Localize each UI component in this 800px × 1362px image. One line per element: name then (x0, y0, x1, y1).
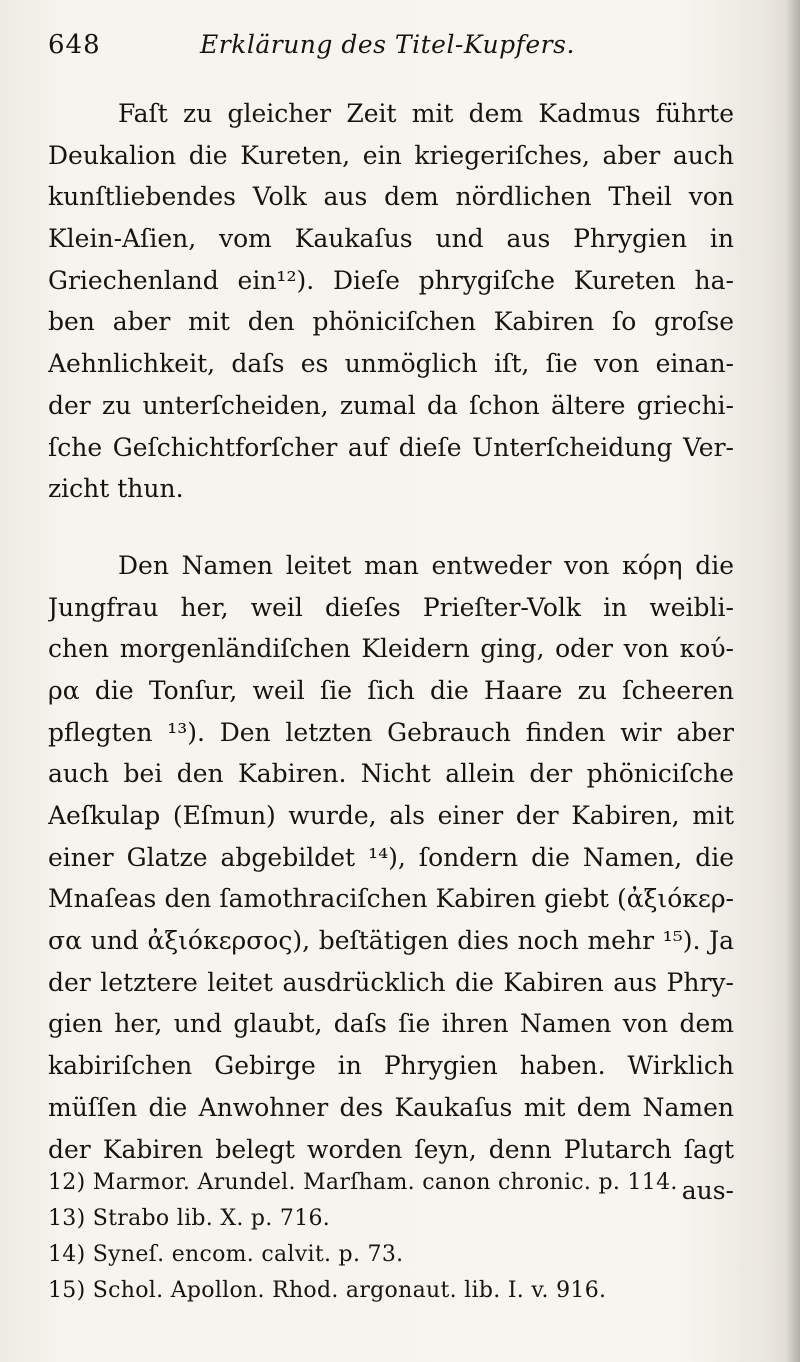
text-line: gien her, und glaubt, daſs ſie ihren Namen von dem (48, 1009, 734, 1039)
text-line: Mnaſeas den ſamothraciſchen Kabiren giebt (ἀξιόκερ- (48, 884, 734, 914)
running-title: Erklärung des Titel-Kupfers. (200, 30, 575, 59)
paragraph-gap (48, 510, 734, 545)
text-line: Klein-Aſien, vom Kaukaſus und aus Phrygien in (48, 224, 734, 254)
text-line: der zu unterſcheiden, zumal da ſchon ältere griechi- (48, 390, 734, 420)
footnote-13: 13) Strabo lib. X. p. 716. (48, 1206, 331, 1231)
text-line: müſſen die Anwohner des Kaukaſus mit dem Namen (48, 1092, 734, 1122)
text-line: Aeſkulap (Eſmun) wurde, als einer der Kabiren, mit (48, 801, 734, 830)
text-line: ρα die Tonſur, weil ſie ſich die Haare zu ſcheeren (48, 675, 734, 705)
body-text (48, 93, 734, 1212)
text-line: chen morgenländiſchen Kleidern ging, oder von κού- (48, 634, 734, 664)
footnote-12: 12) Marmor. Arundel. Marſham. canon chronic. p. 114. (48, 1170, 678, 1195)
text-line: auch bei den Kabiren. Nicht allein der phöniciſche (48, 759, 734, 789)
footnote-14: 14) Syneſ. encom. calvit. p. 73. (48, 1242, 404, 1267)
text-line: σα und ἀξιόκερσος), beſtätigen dies noch mehr ¹⁵). Ja (48, 926, 734, 956)
text-line: Aehnlichkeit, daſs es unmöglich iſt, ſie von einan- (48, 349, 734, 379)
catchword: aus- (681, 1176, 734, 1206)
paragraph-2 (48, 545, 734, 1212)
page-header (48, 30, 738, 70)
text-line: ſche Geſchichtforſcher auf dieſe Unterſcheidung Ver- (48, 432, 734, 462)
page-edge-shadow (786, 0, 800, 1362)
text-line: ben aber mit den phöniciſchen Kabiren ſo groſse (48, 307, 734, 337)
footnote-15: 15) Schol. Apollon. Rhod. argonaut. lib. I. v. 916. (48, 1278, 607, 1303)
paragraph-1 (48, 93, 734, 510)
text-line: Deukalion die Kureten, ein kriegeriſches, aber auch (48, 140, 734, 170)
text-line: der letztere leitet ausdrücklich die Kabiren aus Phry- (48, 967, 734, 997)
text-line: der Kabiren belegt worden ſeyn, denn Plutarch ſagt (48, 1134, 734, 1164)
text-line: einer Glatze abgebildet ¹⁴), ſondern die Namen, die (48, 842, 734, 872)
text-line: Den Namen leitet man entweder von κόρη die (118, 550, 734, 580)
text-line: Faſt zu gleicher Zeit mit dem Kadmus führte (118, 99, 734, 128)
text-line: Jungfrau her, weil dieſes Prieſter-Volk in weibli- (48, 592, 734, 622)
text-line: Griechenland ein¹²). Dieſe phrygiſche Kureten ha- (48, 265, 734, 295)
page-number: 648 (48, 30, 101, 60)
text-line: zicht thun. (48, 474, 184, 504)
text-line: kabiriſchen Gebirge in Phrygien haben. Wirklich (48, 1051, 734, 1081)
footnotes (48, 1165, 738, 1309)
text-line: kunſtliebendes Volk aus dem nördlichen Theil von (48, 182, 734, 212)
text-line: pflegten ¹³). Den letzten Gebrauch finden wir aber (48, 717, 734, 747)
